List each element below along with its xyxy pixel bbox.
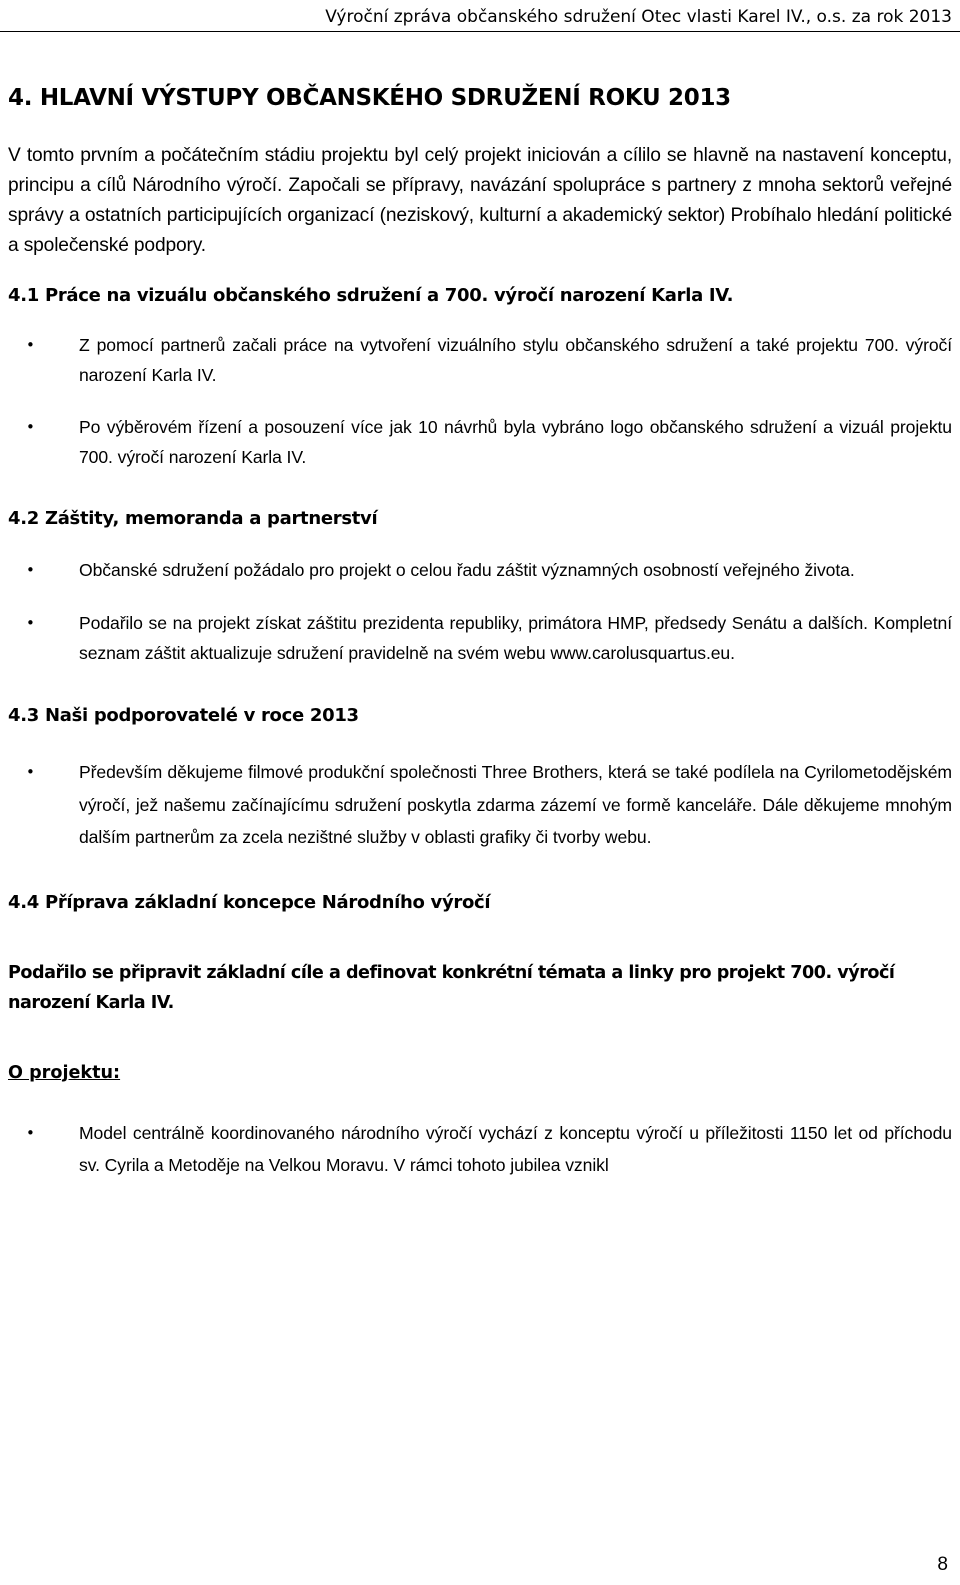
section-4-1-list [8, 330, 952, 472]
section-4-2-list [8, 555, 952, 668]
running-header-title: Výroční zpráva občanského sdružení Otec vlasti Karel IV., o.s. za rok 2013 [325, 7, 952, 27]
page-content [8, 31, 952, 1181]
section-heading-4-3: 4.3 Naši podporovatelé v roce 2013 [8, 705, 359, 726]
about-heading: O projektu: [8, 1062, 121, 1083]
list-item: • Z pomocí partnerů začali práce na vytvoření vizuálního stylu občanského sdružení a také projektu 700. výročí narození Karla IV. [8, 330, 952, 390]
list-item: • Především děkujeme filmové produkční společnosti Three Brothers, která se také podílela na Cyrilometodějském výročí, jež našemu začínajícímu sdružení poskytla zdarma zázemí ve formě kanceláře. Dále děkujeme mnohým dalším partnerům za zcela nezištné služby v oblasti grafiky či tvorby webu. [8, 756, 952, 854]
main-heading: 4. HLAVNÍ VÝSTUPY OBČANSKÉHO SDRUŽENÍ ROKU 2013 [8, 85, 731, 111]
list-item: • Občanské sdružení požádalo pro projekt o celou řadu záštit významných osobností veřejného života. [8, 555, 952, 585]
running-header [0, 3, 960, 32]
section-heading-4-2: 4.2 Záštity, memoranda a partnerství [8, 508, 378, 529]
section-4-3-list [8, 756, 952, 854]
list-item: • Model centrálně koordinovaného národního výročí vychází z konceptu výročí u příležitosti 1150 let od příchodu sv. Cyrila a Metoděje na Velkou Moravu. V rámci tohoto jubilea vznikl [8, 1117, 952, 1181]
intro-paragraph: V tomto prvním a počátečním stádiu projektu byl celý projekt iniciován a cílilo se hlavně na nastavení konceptu, principu a cílů Národního výročí. Započali se přípravy, navázání spolupráce s partnery z mnoha sektorů veřejné správy a ostatních participujících organizací (neziskový, kulturní a akademický sektor) Probíhalo hledání politické a společenské podpory. [8, 145, 952, 256]
bold-paragraph: Podařilo se připravit základní cíle a definovat konkrétní témata a linky pro projekt 700. výročí narození Karla IV. [8, 962, 895, 1013]
list-item: • Podařilo se na projekt získat záštitu prezidenta republiky, primátora HMP, předsedy Senátu a dalších. Kompletní seznam záštit aktualizuje sdružení pravidelně na svém webu www.carolusquartus.eu. [8, 608, 952, 668]
section-heading-4-1: 4.1 Práce na vizuálu občanského sdružení a 700. výročí narození Karla IV. [8, 285, 734, 306]
section-heading-4-4: 4.4 Příprava základní koncepce Národního výročí [8, 891, 491, 913]
page-number: 8 [937, 1554, 948, 1575]
about-list [8, 1117, 952, 1181]
list-item: • Po výběrovém řízení a posouzení více jak 10 návrhů byla vybráno logo občanského sdružení a vizuál projektu 700. výročí narození Karla IV. [8, 412, 952, 472]
